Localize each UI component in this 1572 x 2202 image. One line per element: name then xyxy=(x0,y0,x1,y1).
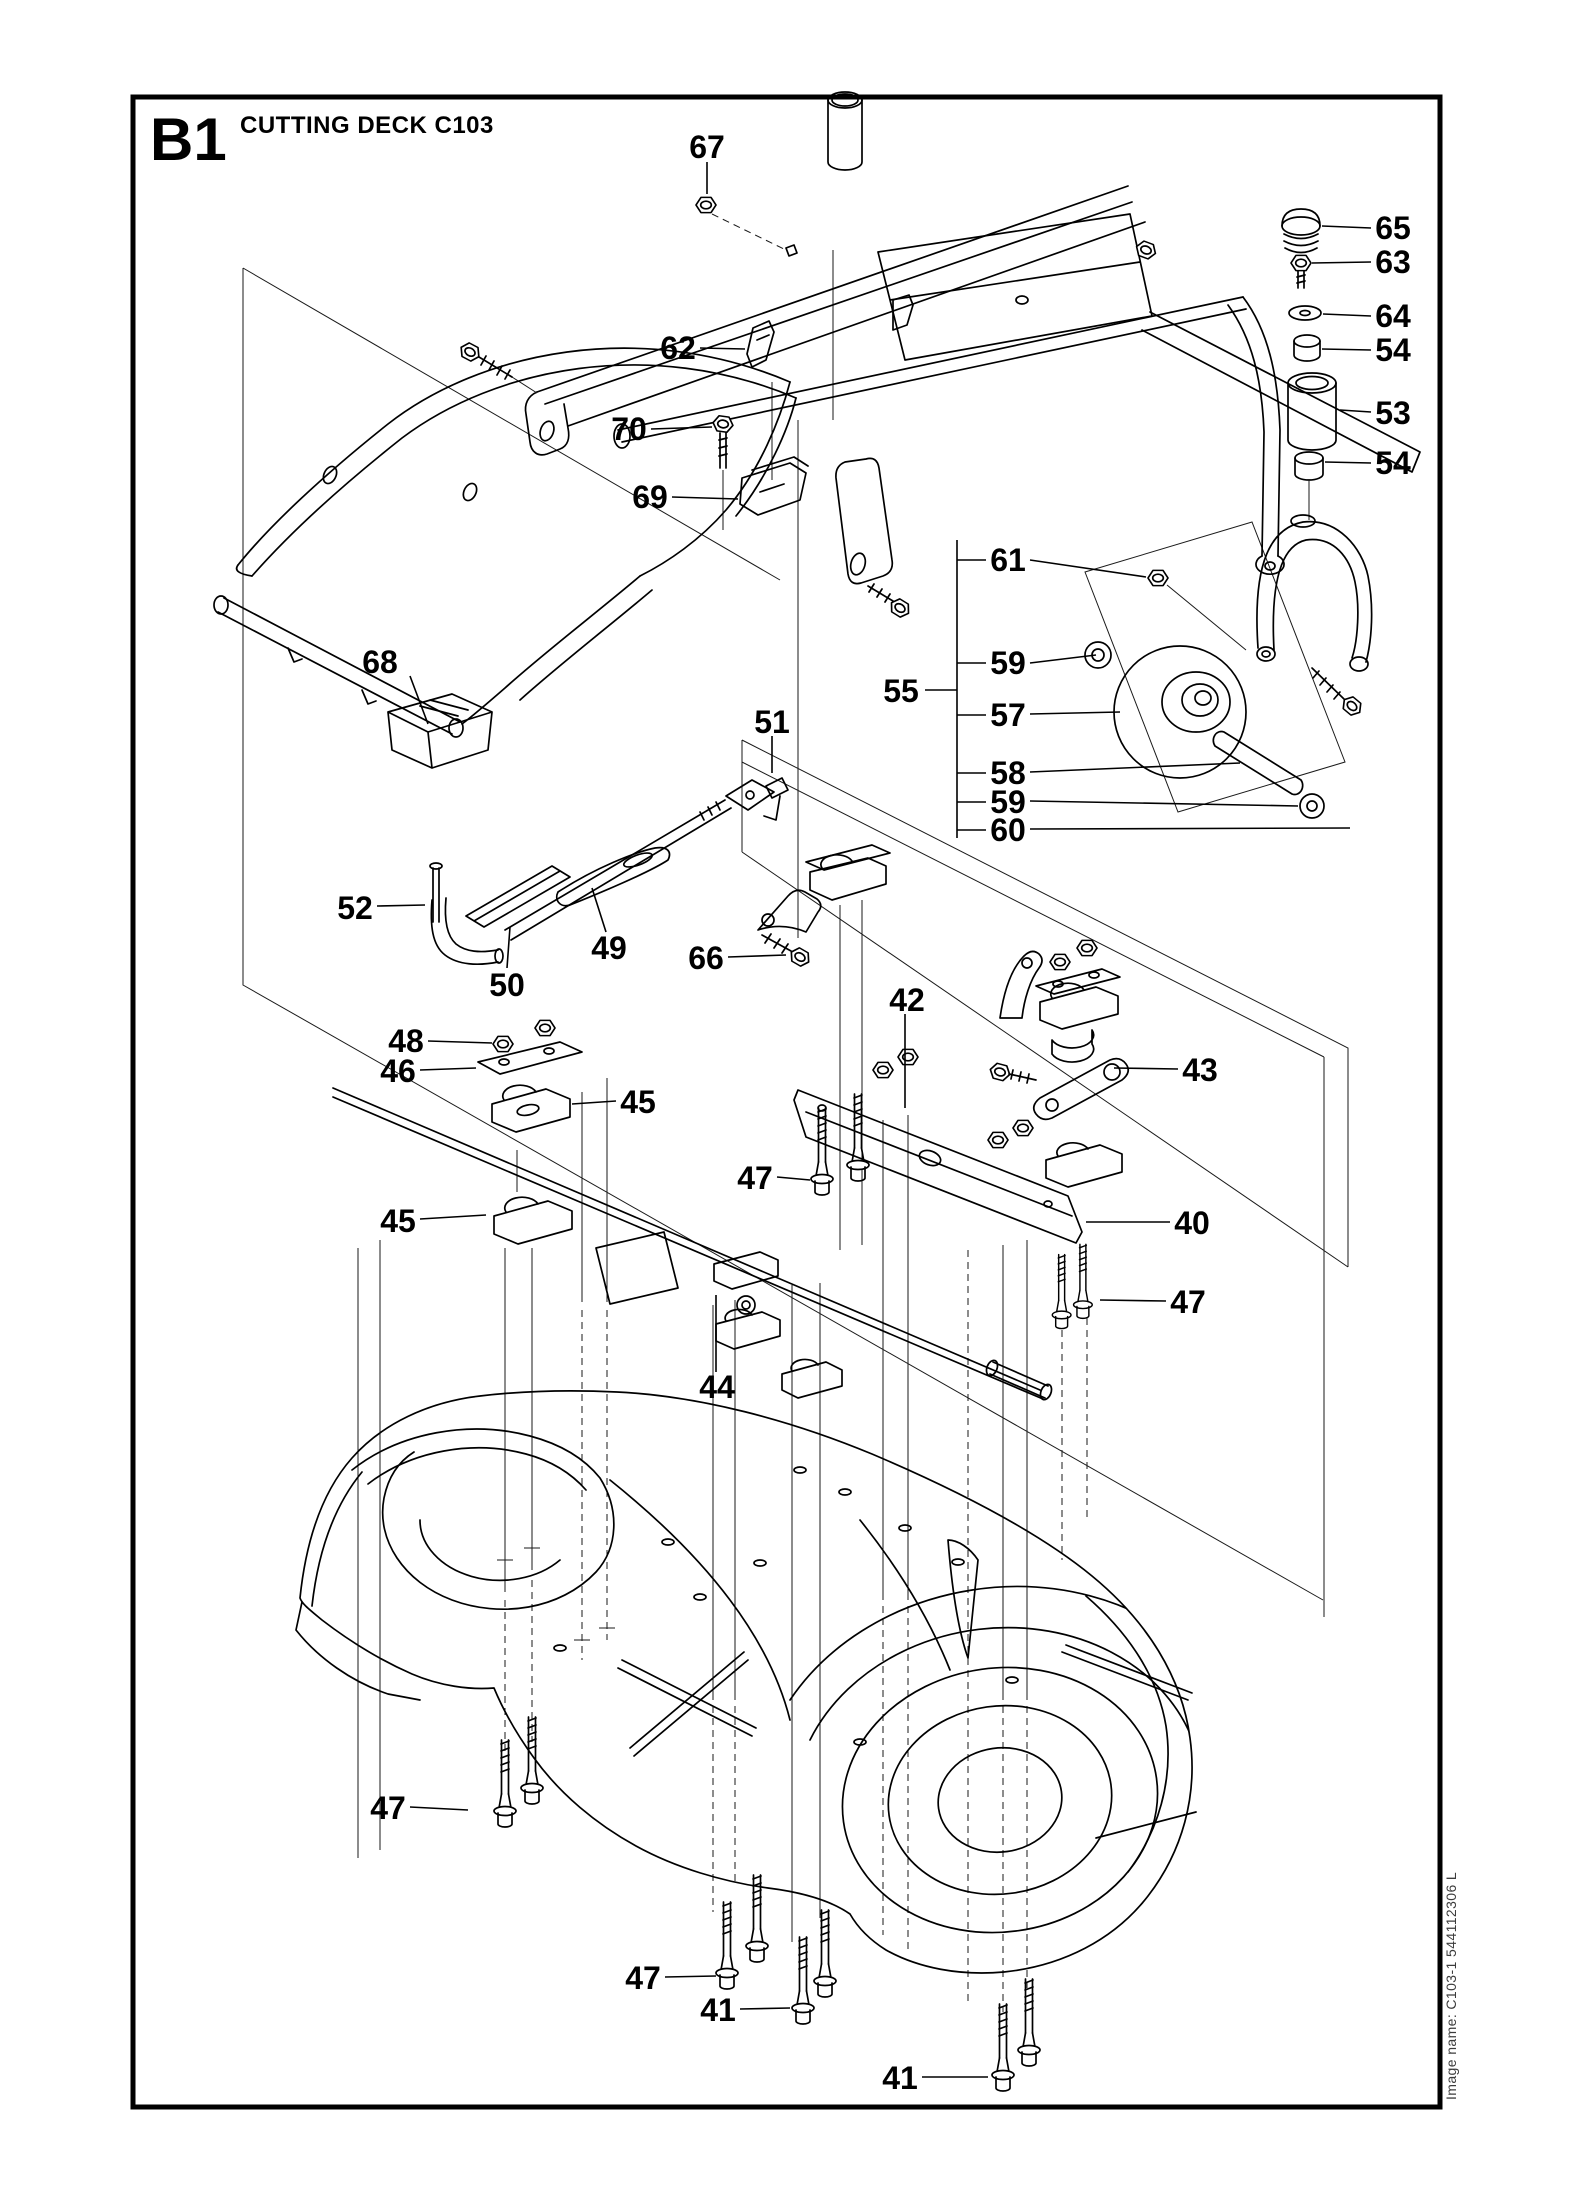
clamp-column-drawing xyxy=(333,1020,1054,1401)
callout-70: 70 xyxy=(611,411,647,447)
construction-lines xyxy=(243,250,1348,1617)
callout-66: 66 xyxy=(688,940,724,976)
callout-47a: 47 xyxy=(737,1160,773,1196)
callout-labels xyxy=(337,129,1411,2096)
callout-53: 53 xyxy=(1375,395,1411,431)
callout-49: 49 xyxy=(591,930,627,966)
callout-60: 60 xyxy=(990,812,1026,848)
callout-57: 57 xyxy=(990,697,1026,733)
callout-55: 55 xyxy=(883,673,919,709)
callout-69: 69 xyxy=(632,479,668,515)
page-border xyxy=(133,97,1440,2107)
callout-68: 68 xyxy=(362,644,398,680)
callout-64: 64 xyxy=(1375,298,1411,334)
callout-41a: 41 xyxy=(700,1992,736,2028)
callout-50: 50 xyxy=(489,967,525,1003)
callout-42: 42 xyxy=(889,982,925,1018)
top-frame-drawing xyxy=(458,92,1420,620)
callout-54a: 54 xyxy=(1375,332,1411,368)
callout-59b: 59 xyxy=(990,784,1026,820)
callout-40: 40 xyxy=(1174,1205,1210,1241)
callout-47b: 47 xyxy=(1170,1284,1206,1320)
image-name-note: Image name: C103-1 544112306 L xyxy=(1443,1871,1459,2100)
callout-63: 63 xyxy=(1375,244,1411,280)
page-title: CUTTING DECK C103 xyxy=(240,112,494,139)
callout-67: 67 xyxy=(689,129,725,165)
callout-65: 65 xyxy=(1375,210,1411,246)
callout-54b: 54 xyxy=(1375,445,1411,481)
callout-45b: 45 xyxy=(380,1203,416,1239)
callout-41b: 41 xyxy=(882,2060,918,2096)
callout-46: 46 xyxy=(380,1053,416,1089)
caster-column-drawing xyxy=(1282,209,1336,520)
callout-58: 58 xyxy=(990,755,1026,791)
callout-47c: 47 xyxy=(370,1790,406,1826)
callout-52: 52 xyxy=(337,890,373,926)
axis-columns xyxy=(358,900,1087,2012)
callout-62: 62 xyxy=(660,330,696,366)
callout-61: 61 xyxy=(990,542,1026,578)
callout-51: 51 xyxy=(754,704,790,740)
deck-shell-drawing xyxy=(296,1391,1202,1973)
callout-59a: 59 xyxy=(990,645,1026,681)
page-code: B1 xyxy=(150,106,227,173)
callout-47d: 47 xyxy=(625,1960,661,1996)
callout-45a: 45 xyxy=(620,1084,656,1120)
callout-43: 43 xyxy=(1182,1052,1218,1088)
caster-wheel-drawing xyxy=(1085,515,1372,818)
callout-48: 48 xyxy=(388,1023,424,1059)
callout-44: 44 xyxy=(699,1369,735,1405)
